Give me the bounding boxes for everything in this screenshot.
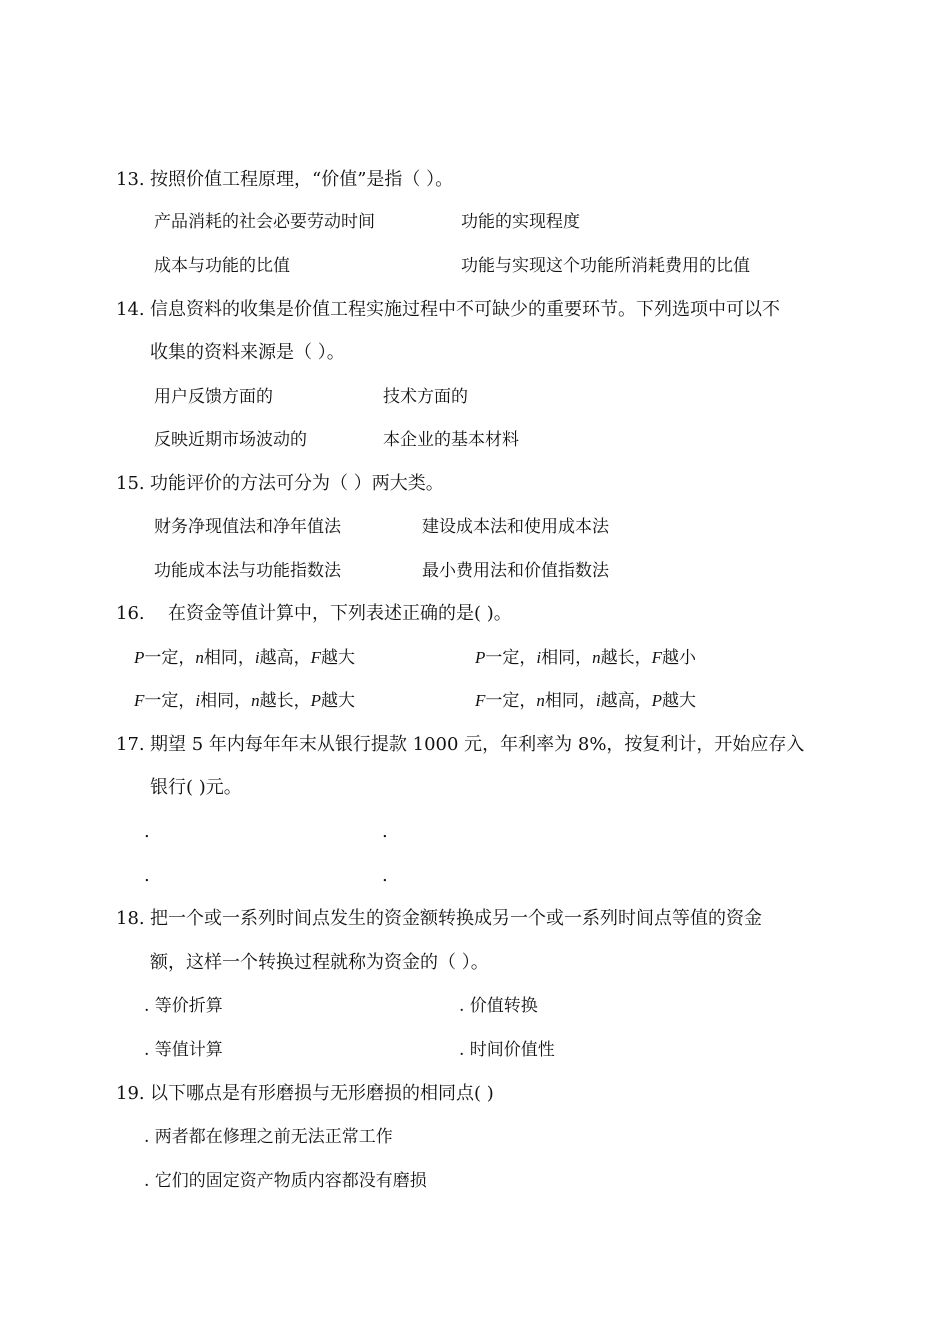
variable: i [536,648,542,667]
variable: i [195,691,201,710]
option-text: 越大 [321,691,356,711]
question-text: 信息资料的收集是价值工程实施过程中不可缺少的重要环节。下列选项中可以不 [150,299,780,320]
option-text: 相同， [544,691,596,711]
variable: n [195,648,204,667]
option-text: 相同， [541,648,593,668]
option-18-c: . 等值计算 [144,1040,223,1060]
option-text: 一定， [144,648,196,668]
variable: i [254,648,260,667]
question-number: 14. [116,299,145,320]
option-19-b: . 它们的固定资产物质内容都没有磨损 [144,1171,427,1191]
option-17-a: . [144,821,150,842]
option-18-d: . 时间价值性 [459,1040,555,1060]
question-number: 15. [116,473,145,494]
option-18-b: . 价值转换 [459,996,538,1016]
variable: n [536,691,545,710]
variable: P [475,648,486,667]
question-text: 在资金等值计算中，下列表述正确的是( )。 [168,603,512,624]
question-text: 按照价值工程原理，“价值”是指（ ）。 [150,169,454,190]
option-text: 越长， [600,648,652,668]
option-16-b [475,647,696,669]
option-18-a: . 等价折算 [144,996,223,1016]
option-text: 越长， [259,691,311,711]
option-17-d: . [382,865,388,886]
option-text: 一定， [485,648,537,668]
option-14-b: 技术方面的 [383,387,468,407]
option-15-c: 功能成本法与功能指数法 [154,561,341,581]
option-15-b: 建设成本法和使用成本法 [422,517,609,537]
question-text: 期望 5 年内每年年末从银行提款 1000 元，年利率为 8%，按复利计，开始应存入 [150,734,805,755]
question-18 [116,908,762,930]
question-text: 把一个或一系列时间点发生的资金额转换成另一个或一系列时间点等值的资金 [150,908,762,929]
question-13 [116,169,453,191]
option-14-a: 用户反馈方面的 [154,387,273,407]
variable: F [134,691,145,710]
option-16-c [134,690,355,712]
variable: i [595,691,601,710]
variable: P [310,691,322,710]
question-18-continued: 额，这样一个转换过程就称为资金的（ ）。 [150,952,489,973]
option-14-d: 本企业的基本材料 [383,430,519,450]
variable: F [475,691,486,710]
option-16-d [475,690,696,712]
variable: n [251,691,260,710]
variable: P [651,691,663,710]
option-text: 越大 [321,648,356,668]
option-17-c: . [144,865,150,886]
variable: n [592,648,601,667]
option-text: 越高， [259,648,311,668]
question-14-continued: 收集的资料来源是（ ）。 [150,342,345,363]
variable: F [651,648,663,667]
option-text: 相同， [200,691,252,711]
option-14-c: 反映近期市场波动的 [154,430,307,450]
question-text: 功能评价的方法可分为（ ）两大类。 [150,473,444,494]
question-19 [116,1083,494,1105]
option-16-a [134,647,355,669]
option-text: 相同， [203,648,255,668]
question-number: 19. [116,1083,145,1104]
question-17-continued: 银行( )元。 [150,777,242,798]
question-14 [116,299,780,321]
option-13-b: 功能的实现程度 [461,212,580,232]
question-15 [116,473,444,495]
option-text: 越大 [662,691,697,711]
question-number: 16. [116,603,145,624]
option-15-a: 财务净现值法和净年值法 [154,517,341,537]
option-13-d: 功能与实现这个功能所消耗费用的比值 [461,256,750,276]
question-number: 13. [116,169,145,190]
option-13-a: 产品消耗的社会必要劳动时间 [154,212,375,232]
question-number: 18. [116,908,145,929]
option-text: 一定， [144,691,196,711]
question-text: 以下哪点是有形磨损与无形磨损的相同点( ) [150,1083,494,1104]
option-19-a: . 两者都在修理之前无法正常工作 [144,1127,393,1147]
variable: F [310,648,322,667]
question-17 [116,734,804,756]
option-17-b: . [382,821,388,842]
option-13-c: 成本与功能的比值 [154,256,290,276]
question-number: 17. [116,734,145,755]
option-text: 越小 [662,648,697,668]
variable: P [134,648,145,667]
question-16 [116,603,512,625]
option-text: 越高， [600,691,652,711]
option-text: 一定， [485,691,537,711]
option-15-d: 最小费用法和价值指数法 [422,561,609,581]
